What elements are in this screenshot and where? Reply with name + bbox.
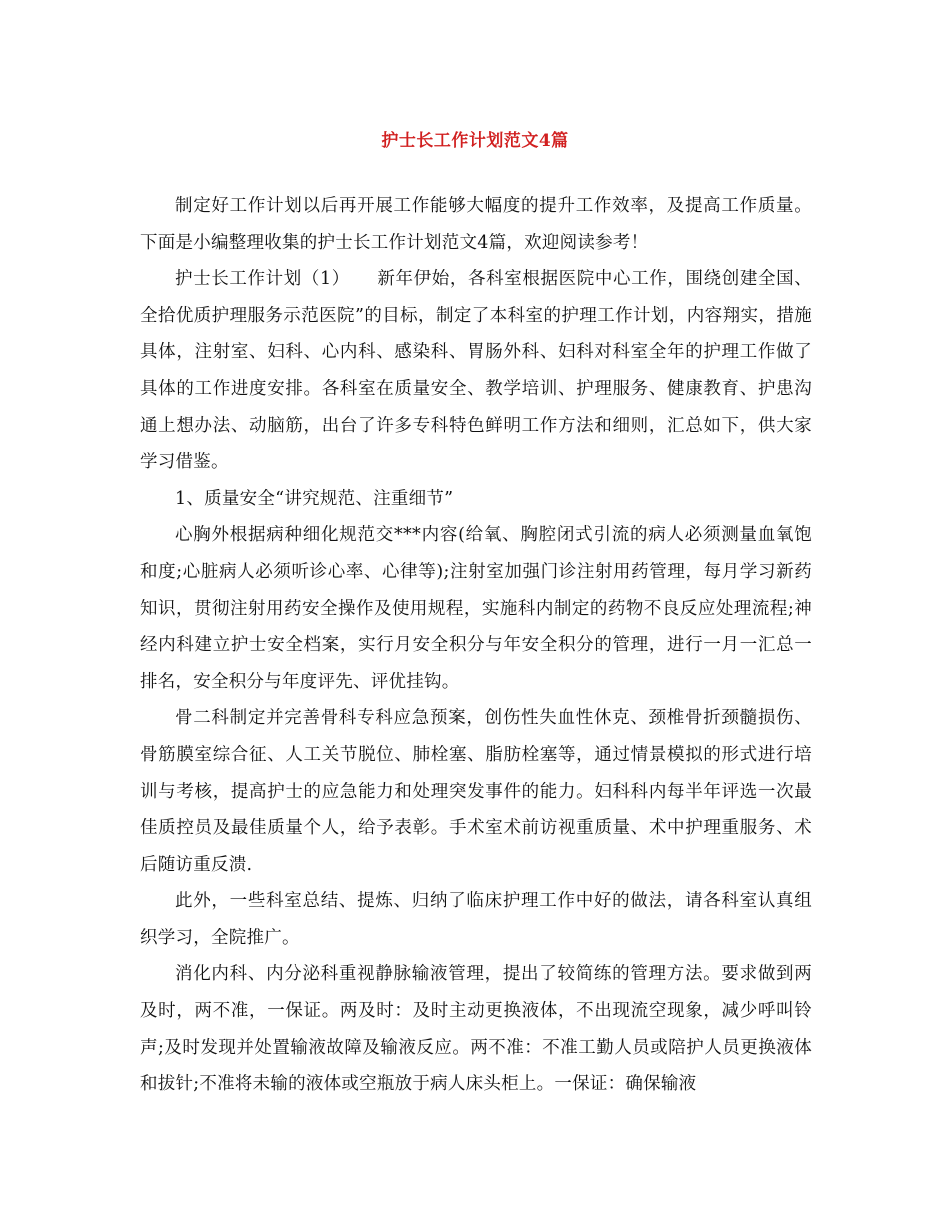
summary-paragraph: 此外，一些科室总结、提炼、归纳了临床护理工作中好的做法，请各科室认真组织学习，全院推广。 xyxy=(140,891,812,948)
plan-1-paragraph: 护士长工作计划（1） 新年伊始，各科室根据医院中心工作，围绕创建全国、全拾优质护理服务示范医院”的目标，制定了本科室的护理工作计划，内容翔实，措施具体，注射室、妇科、心内科、感染科、胃肠外科、妇科对科室全年的护理工作做了具体的工作进度安排。各科室在质量安全、教学培训、护理服务、健康教育、护患沟通上想办法、动脑筋，出台了许多专科特色鲜明工作方法和细则，汇总如下，供大家学习借鉴。 xyxy=(140,269,812,473)
orthopedics-paragraph: 骨二科制定并完善骨科专科应急预案，创伤性失血性休克、颈椎骨折颈髓损伤、骨筋膜室综合征、人工关节脱位、肺栓塞、脂肪栓塞等，通过情景模拟的形式进行培训与考核，提高护士的应急能力和处理突发事件的能力。妇科科内每半年评选一次最佳质控员及最佳质量个人，给予表彰。手术室术前访视重质量、术中护理重服务、术后随访重反溃. xyxy=(140,708,812,875)
section-heading-quality-safety: 1、质量安全“讲究规范、注重细节” xyxy=(175,488,454,509)
cardiothoracic-paragraph: 心胸外根据病种细化规范交***内容(给氧、胸腔闭式引流的病人必须测量血氧饱和度;心脏病人必须听诊心率、心律等);注射室加强门诊注射用药管理，每月学习新药知识，贯彻注射用药安全操作及使用规程，实施科内制定的药物不良反应处理流程;神经内科建立护士安全档案，实行月安全积分与年安全积分的管理，进行一月一汇总一排名，安全积分与年度评先、评优挂钩。 xyxy=(140,525,812,692)
document-title: 护士长工作计划范文4篇 xyxy=(381,131,569,151)
infusion-management-paragraph: 消化内科、内分泌科重视静脉输液管理，提出了较简练的管理方法。要求做到两及时，两不准，一保证。两及时：及时主动更换液体，不出现流空现象，减少呼叫铃声;及时发现并处置输液故障及输液反应。两不准：不准工勤人员或陪护人员更换液体和拔针;不准将未输的液体或空瓶放于病人床头柜上。一保证：确保输液 xyxy=(140,964,812,1095)
intro-paragraph: 制定好工作计划以后再开展工作能够大幅度的提升工作效率，及提高工作质量。下面是小编整理收集的护士长工作计划范文4篇，欢迎阅读参考！ xyxy=(140,196,812,253)
document-body xyxy=(140,188,812,1103)
